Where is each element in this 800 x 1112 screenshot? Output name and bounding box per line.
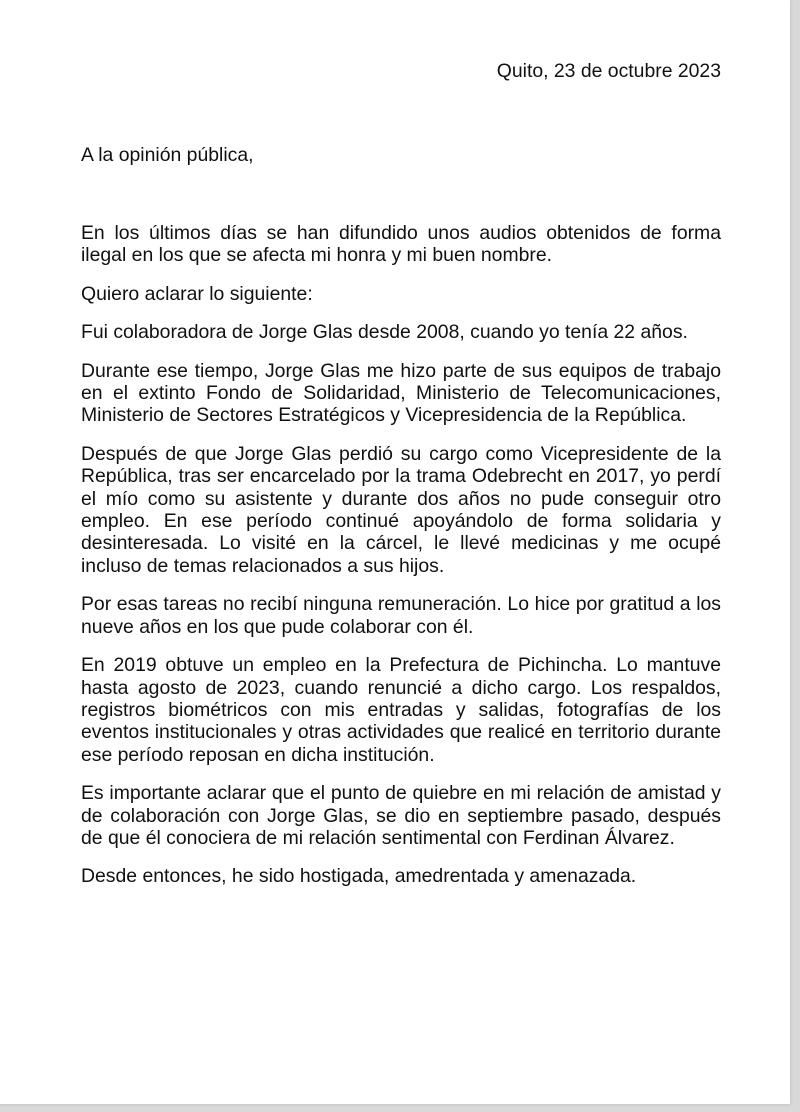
paragraph: Después de que Jorge Glas perdió su cargo como Vicepresidente de la República, tras ser encarcelado por la trama Odebrecht en 2017, yo perdí el mío como su asistente y durante dos años no pude conseguir otro empleo. En ese período continué apoyándolo de forma solidaria y desinteresada. Lo visité en la cárcel, le llevé medicinas y me ocupé incluso de temas relacionados a sus hijos. — [81, 442, 721, 577]
letter-date: Quito, 23 de octubre 2023 — [496, 60, 721, 82]
letter-salutation: A la opinión pública, — [81, 144, 254, 166]
paragraph: En los últimos días se han difundido unos audios obtenidos de forma ilegal en los que se afecta mi honra y mi buen nombre. — [81, 222, 721, 267]
paragraph: Desde entonces, he sido hostigada, amedrentada y amenazada. — [81, 865, 637, 888]
paragraph: En 2019 obtuve un empleo en la Prefectura de Pichincha. Lo mantuve hasta agosto de 2023, cuando renuncié a dicho cargo. Los respaldos, registros biométricos con mis entradas y salidas, fotografías de los eventos institucionales y otras actividades que realicé en territorio durante ese período reposan en dicha institución. — [81, 654, 721, 766]
paragraph: Durante ese tiempo, Jorge Glas me hizo parte de sus equipos de trabajo en el extinto Fondo de Solidaridad, Ministerio de Telecomunicaciones, Ministerio de Sectores Estratégicos y Vicepresidencia de la República. — [81, 359, 721, 427]
paragraph: Es importante aclarar que el punto de quiebre en mi relación de amistad y de colaboración con Jorge Glas, se dio en septiembre pasado, después de que él conociera de mi relación sentimental con Ferdinan Álvarez. — [81, 782, 721, 849]
paragraph: Por esas tareas no recibí ninguna remuneración. Lo hice por gratitud a los nueve años en los que pude colaborar con él. — [81, 593, 721, 638]
letter-body — [81, 222, 721, 888]
paragraph: Quiero aclarar lo siguiente: — [81, 282, 313, 305]
paragraph: Fui colaboradora de Jorge Glas desde 2008, cuando yo tenía 22 años. — [81, 321, 688, 344]
